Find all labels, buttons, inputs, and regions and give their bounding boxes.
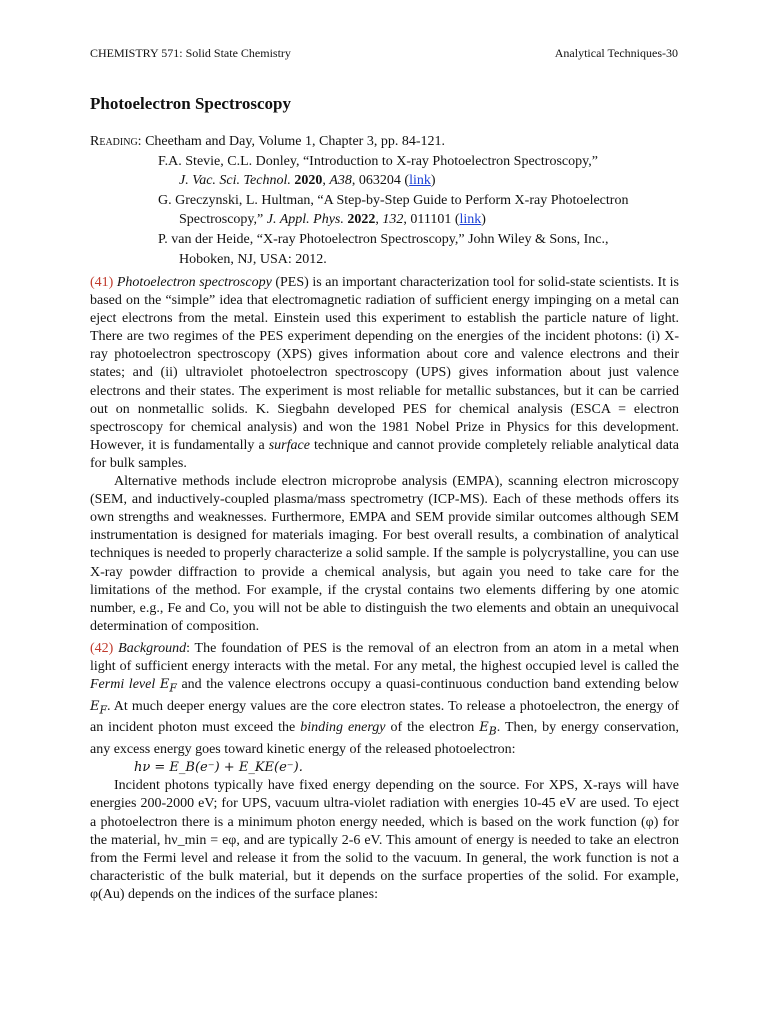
item-number-41: (41) bbox=[90, 275, 114, 290]
energy-equation: hν = E_B(e⁻) + E_KE(e⁻). bbox=[134, 760, 303, 776]
paragraph-41: (41) Photoelectron spectroscopy (PES) is an important characterization tool for solid-state scientists. It is based on the “simple” idea that electromagnetic radiation of sufficient energy impinging on a metal can eject electrons from the metal. Einstein used this experiment to establish the particle nature of light. There are two regimes of the PES experiment depending on the energies of the incident photons: (i) X-ray photoelectron spectroscopy (XPS) gives information about core and valence electrons and their states; and (ii) ultraviolet photoelectron spectroscopy (UPS) gives information about just valence electrons and their states. The experiment is most reliable for metallic substances, but it can be carried out on nonmetallic solids. K. Siegbahn developed PES for chemical analysis (ESCA = electron spectroscopy for chemical analysis) and won the 1981 Nobel Prize in Physics for this development. However, it is fundamentally a surface technique and cannot provide completely reliable analytical data for bulk samples. bbox=[90, 275, 680, 471]
item-number-42: (42) bbox=[90, 640, 114, 656]
binding-energy-symbol: $E_B$ bbox=[479, 720, 497, 739]
paragraph-42: (42) Background: The foundation of PES is the removal of an electron from an atom in a metal when light of sufficient energy interacts with the metal. For any metal, the highest occupied level is called the Fermi level $E_F$ and the valence electrons occupy a quasi-continuous conduction band extending below $E_F$. At much deeper energy values are the core electron states. To release a photoelectron, the energy of an incident photon must exceed the binding energy of the electron $E_B$. Then, by energy conservation, any excess energy goes toward kinetic energy of the released photoelectron: bbox=[90, 640, 680, 758]
course-title: CHEMISTRY 571: Solid State Chemistry bbox=[90, 46, 291, 60]
reading-ref-3: G. Greczynski, L. Hultman, “A Step-by-Step Guide to Perform X-ray Photoelectron Spectroscopy,” J. Appl. Phys. 2022, 132, 011101 (link) bbox=[158, 192, 629, 228]
section-title: Photoelectron Spectroscopy bbox=[90, 94, 291, 113]
reading-ref-1: Cheetham and Day, Volume 1, Chapter 3, pp. 84-121. bbox=[145, 134, 445, 149]
paragraph-alternatives: Alternative methods include electron microprobe analysis (EMPA), scanning electron microscopy (SEM, and inductively-coupled plasma/mass spectrometry (ICP-MS). Each of these methods offers its own strengths and weaknesses. Furthermore, EMPA and SEM provide similar outcomes although SEM instrumentation is designed for materials imaging. For best overall results, a combination of analytical techniques is needed to properly characterize a solid sample. If the sample is polycrystalline, you can use X-ray powder diffraction to provide a chemical analysis, but again you need to take care for the limitations of the method. For example, if the crystal contains two elements differing by one atomic number, e.g., Fe and Co, you will not be able to distinguish the two elements and obtain an unequivocal determination of composition. bbox=[90, 474, 679, 634]
reading-list bbox=[90, 132, 680, 269]
ref-link-1[interactable]: link bbox=[409, 173, 431, 189]
fermi-symbol: $E_F$ bbox=[159, 677, 177, 695]
body-text bbox=[90, 274, 679, 904]
reading-label: Reading: bbox=[90, 134, 142, 149]
reading-line-1 bbox=[90, 132, 680, 152]
reading-ref-2: F.A. Stevie, C.L. Donley, “Introduction to X-ray Photoelectron Spectroscopy,” J. Vac. Sci. Technol. 2020, A38, 063204 (link) bbox=[158, 153, 598, 189]
ref-link-2[interactable]: link bbox=[459, 212, 482, 228]
reading-ref-4: P. van der Heide, “X-ray Photoelectron Spectroscopy,” John Wiley & Sons, Inc., Hoboken, NJ, USA: 2012. bbox=[158, 231, 609, 267]
paragraph-incident-photons: Incident photons typically have fixed energy depending on the source. For XPS, X-rays will have energies 200-2000 eV; for UPS, vacuum ultra-violet radiation with energies 10-45 eV are used. To eject a photoelectron there is a minimum photon energy needed, which is based on the work function (φ) for the material, hν_min = eφ, and are typically 2-6 eV. This amount of energy is needed to take an electron from the Fermi level and release it from the solid to the vacuum. In general, the work function is not a characteristic of the bulk material, but it depends on the surface properties of the solid. For example, φ(Au) depends on the indices of the surface planes: bbox=[90, 778, 679, 902]
page-label: Analytical Techniques-30 bbox=[554, 46, 678, 60]
